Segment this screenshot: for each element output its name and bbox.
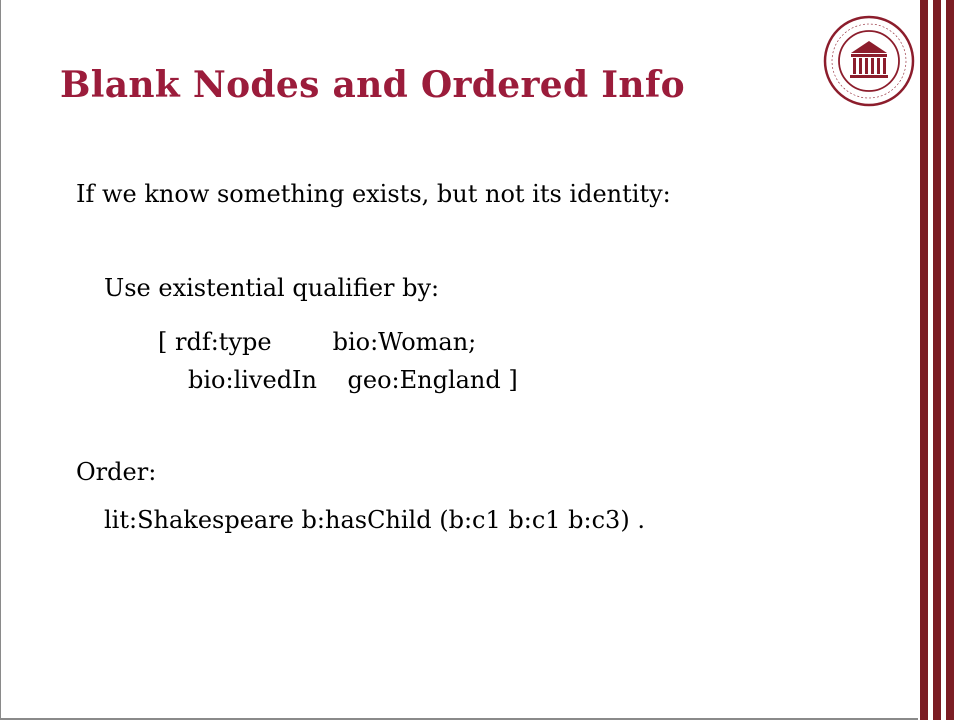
decorative-stripes bbox=[918, 0, 960, 720]
slide-left-border bbox=[0, 0, 1, 720]
code-line-type: [ rdf:type bio:Woman; bbox=[158, 328, 477, 356]
college-seal-icon bbox=[823, 15, 915, 107]
slide-title: Blank Nodes and Ordered Info bbox=[60, 64, 685, 106]
body-line-order: Order: bbox=[76, 458, 157, 486]
stripe bbox=[946, 0, 954, 720]
body-line-qualifier: Use existential qualifier by: bbox=[104, 274, 440, 302]
body-line-intro: If we know something exists, but not its identity: bbox=[76, 180, 671, 208]
code-line-haschild: lit:Shakespeare b:hasChild (b:c1 b:c1 b:c3) . bbox=[104, 506, 645, 534]
code-line-livedin: bio:livedIn geo:England ] bbox=[188, 366, 518, 394]
stripe bbox=[920, 0, 928, 720]
stripe bbox=[933, 0, 941, 720]
